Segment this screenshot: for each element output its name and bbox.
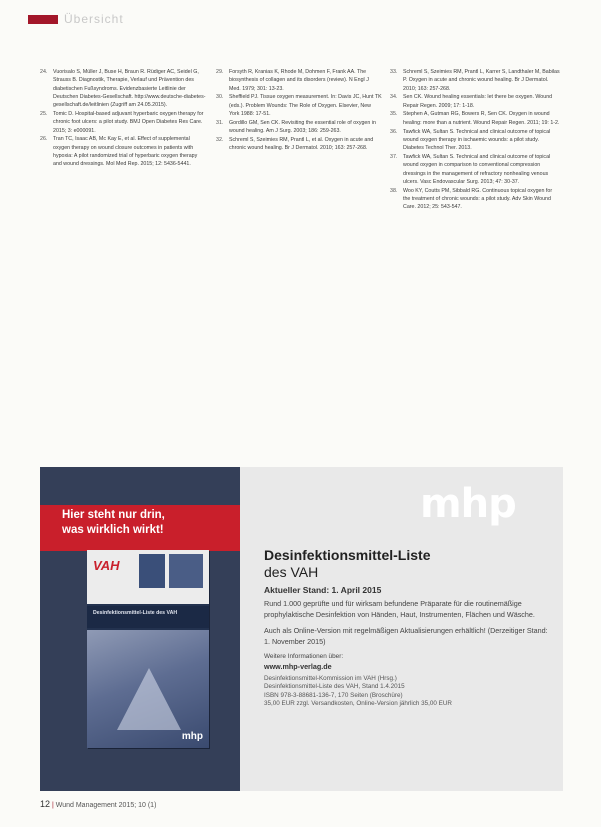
- reference-text: Tomic D. Hospital-based adjuvant hyperbaric oxygen therapy for chronic foot ulcers: a pilot study. BMJ Open Diabetes Res Care. 2015; 3: e000091.: [53, 110, 204, 134]
- book-cover-image: [87, 550, 209, 748]
- reference-item: [40, 135, 206, 168]
- mhp-logo: mhp: [420, 481, 516, 527]
- reference-text: Woo KY, Coutts PM, Sibbald RG. Continuous topical oxygen for the treatment of chronic wounds: a pilot study. Adv Skin Wound Care. 2012; 25: 543-547.: [403, 187, 553, 211]
- references-column-2: [216, 68, 382, 153]
- reference-item: [390, 110, 560, 127]
- reference-number: 29.: [216, 69, 224, 75]
- reference-text: Vuorisalo S, Müller J, Buse H, Braun R. Rüdiger AC, Seidel G, Strauss B. Diagnostik, Therapie, Verlauf und Prävention des diabetischen Fußsyndroms. Evidenzbasierte Leitlinie der Deutschen Diabetes-Gesellschaft. http://www.deutsche-diabetes-gesellschaft.de/leitlinien (Zugriff am 24.05.2015).: [53, 69, 206, 109]
- reference-text: Tawfick WA, Sultan S. Technical and clinical outcome of topical wound oxygen therapy in ischaemic wounds: a pilot study. Diabetes Technol Ther. 2013.: [403, 128, 551, 152]
- book-decor-square: [169, 554, 203, 588]
- reference-item: [40, 68, 206, 109]
- section-header: [28, 12, 124, 26]
- reference-number: 38.: [390, 187, 398, 194]
- advertisement: [40, 467, 563, 791]
- book-publisher-logo: mhp: [181, 731, 203, 742]
- reference-text: Schreml S, Szeimies RM, Prantl L, Karrer S, Landthaler M, Babilas P. Oxygen in acute and chronic wound healing. Br J Dermatol. 2010; 163: 257-268.: [403, 69, 560, 92]
- reference-item: [216, 68, 382, 93]
- book-vah-logo: VAH: [93, 558, 120, 573]
- ad-date: Aktueller Stand: 1. April 2015: [264, 585, 382, 595]
- book-cover-shape: [117, 668, 181, 730]
- reference-text: Stephen A, Gutman RG, Bowers R, Sen CK. Oxygen in wound healing: more than a nutrient. Wound Repair Regen. 2011; 19: 1-2.: [403, 111, 560, 126]
- reference-text: Gordillo GM, Sen CK. Revisiting the essential role of oxygen in wound healing. Am J Surg. 2003; 186: 259-263.: [229, 119, 376, 135]
- ad-imprint-line: 35,00 EUR zzgl. Versandkosten, Online-Version jährlich 35,00 EUR: [264, 700, 452, 708]
- ad-url-link[interactable]: www.mhp-verlag.de: [264, 661, 332, 671]
- reference-number: 33.: [390, 69, 398, 75]
- ad-imprint-line: Desinfektionsmittel-Kommission im VAH (Hrsg.): [264, 674, 397, 682]
- reference-number: 26.: [40, 136, 48, 143]
- reference-item: [390, 128, 560, 153]
- reference-item: [390, 187, 560, 212]
- section-color-bar: [28, 15, 58, 24]
- ad-info-label: Weitere Informationen über:: [264, 653, 344, 660]
- reference-number: 37.: [390, 153, 398, 160]
- ad-text-block: [264, 547, 554, 709]
- reference-item: [390, 93, 560, 110]
- ad-title-line-2: des VAH: [264, 564, 319, 580]
- reference-number: 34.: [390, 94, 398, 101]
- reference-number: 32.: [216, 136, 224, 143]
- book-title: Desinfektionsmittel-Liste des VAH: [93, 610, 178, 616]
- reference-text: Schreml S, Szeimies RM, Prantl L, et al. Oxygen in acute and chronic wound healing. Br J Dermatol. 2010; 163: 257-268.: [229, 136, 374, 152]
- reference-text: Tran TC, Isaac AB, Mc Kay E, et al. Effect of supplemental oxygen therapy on wound closure outcomes in patients with hypoxia: A pilot randomized trial of hyperbaric oxygen therapy and wound dressings. Mol Med Rep. 2015; 12: 5436-5441.: [53, 136, 198, 168]
- reference-text: Sen CK. Wound healing essentials: let there be oxygen. Wound Repair Regen. 2009; 17: 1-18.: [403, 94, 553, 109]
- reference-number: 31.: [216, 119, 224, 126]
- reference-number: 30.: [216, 94, 224, 101]
- ad-imprint: [264, 675, 554, 709]
- journal-name: Wund Management 2015; 10 (1): [55, 802, 157, 809]
- reference-item: [390, 153, 560, 186]
- reference-item: [390, 68, 560, 93]
- page-footer: [40, 799, 156, 809]
- reference-item: [40, 110, 206, 135]
- section-title: Übersicht: [64, 12, 124, 26]
- ad-paragraph-1: Rund 1.000 geprüfte und für wirksam befundene Präparate für die routinemäßige prophylaktische Desinfektion von Händen, Haut, Instrumenten, Flächen und Wäsche.: [264, 599, 535, 619]
- reference-number: 25.: [40, 110, 48, 117]
- reference-text: Forsyth R, Kranias K, Rhode M, Dohmen F, Frank AA. The biosynthesis of collagen and its disorders (review). N Engl J Med. 1979; 301: 13-23.: [229, 69, 369, 92]
- footer-separator: |: [51, 802, 54, 809]
- reference-number: 36.: [390, 128, 398, 135]
- references-column-3: [390, 68, 560, 212]
- ad-imprint-line: Desinfektionsmittel-Liste des VAH, Stand 1.4.2015: [264, 683, 405, 691]
- reference-item: [216, 93, 382, 118]
- reference-text: Tawfick WA, Sultan S. Technical and clinical outcome of topical wound oxygen in comparison to conventional compression dressings in the management of refractory nonhealing venous ulcers. Vasc Endovascular Surg. 2013; 47: 30-37.: [403, 153, 551, 185]
- reference-item: [216, 136, 382, 153]
- reference-number: 24.: [40, 69, 48, 75]
- page-number: 12: [40, 799, 51, 809]
- references-column-1: [40, 68, 206, 169]
- ad-cover-panel: [40, 467, 240, 791]
- ad-headline-line-1: Hier steht nur drin,: [62, 509, 165, 521]
- ad-paragraph-2: Auch als Online-Version mit regelmäßigen Aktualisierungen erhältlich! (Derzeitiger Stand: 1. November 2015): [264, 626, 548, 646]
- ad-title-line-1: Desinfektionsmittel-Liste: [264, 547, 431, 563]
- reference-number: 35.: [390, 111, 398, 118]
- ad-headline: [62, 508, 237, 538]
- ad-headline-line-2: was wirklich wirkt!: [62, 524, 164, 536]
- reference-item: [216, 119, 382, 136]
- ad-imprint-line: ISBN 978-3-88681-136-7, 170 Seiten (Broschüre): [264, 691, 403, 699]
- book-decor-square: [139, 554, 165, 588]
- reference-text: Sheffield PJ. Tissue oxygen measurement. In: Davis JC, Hunt TK (eds.). Problem Wounds: The Role of Oxygen. Elsevier, New York 1988: 17-51.: [229, 94, 382, 117]
